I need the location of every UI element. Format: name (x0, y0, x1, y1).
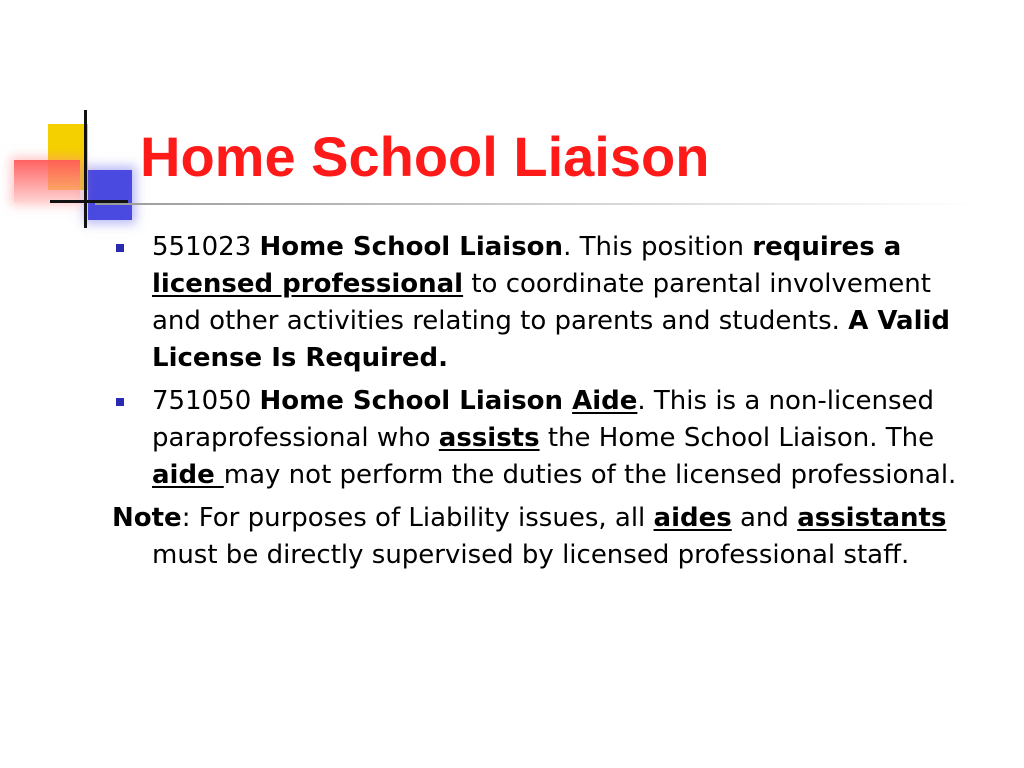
assists-text: assists (438, 423, 540, 453)
aide-text: Aide (572, 386, 638, 416)
note-text: and (731, 503, 798, 533)
square-bullet-icon (116, 244, 124, 252)
position-name: Home School Liaison (259, 386, 573, 416)
note-text: : For purposes of Liability issues, all (181, 503, 654, 533)
vertical-line (84, 110, 87, 228)
valid-license-text: A Valid License Is Required. (152, 306, 951, 373)
bullet-text: . This position (563, 232, 753, 262)
licensed-professional-text: licensed professional (152, 269, 464, 299)
title-divider (95, 203, 975, 205)
blue-square (88, 170, 132, 220)
bullet-text: the Home School Liaison. The (539, 423, 935, 453)
aides-text: aides (653, 503, 732, 533)
aide-text: aide (152, 460, 224, 490)
bullet-item-aide (112, 383, 980, 494)
red-square (14, 160, 80, 202)
bullet-text: . This is a non-licensed paraprofessional who (152, 386, 935, 453)
bullet-text: may not perform the duties of the licensed professional. (223, 460, 957, 490)
note-label: Note (112, 503, 182, 533)
note-paragraph (112, 500, 980, 574)
position-code: 551023 (152, 232, 260, 262)
slide-content (112, 229, 980, 574)
bullet-text: to coordinate parental involvement and other activities relating to parents and students. (152, 269, 931, 336)
position-code: 751050 (152, 386, 260, 416)
requires-text: requires a (752, 232, 902, 262)
note-text: must be directly supervised by licensed professional staff. (152, 540, 910, 570)
square-bullet-icon (116, 398, 124, 406)
bullet-item-liaison (112, 229, 980, 377)
slide-title: Home School Liaison (140, 125, 710, 188)
position-name: Home School Liaison (259, 232, 564, 262)
assistants-text: assistants (797, 503, 947, 533)
